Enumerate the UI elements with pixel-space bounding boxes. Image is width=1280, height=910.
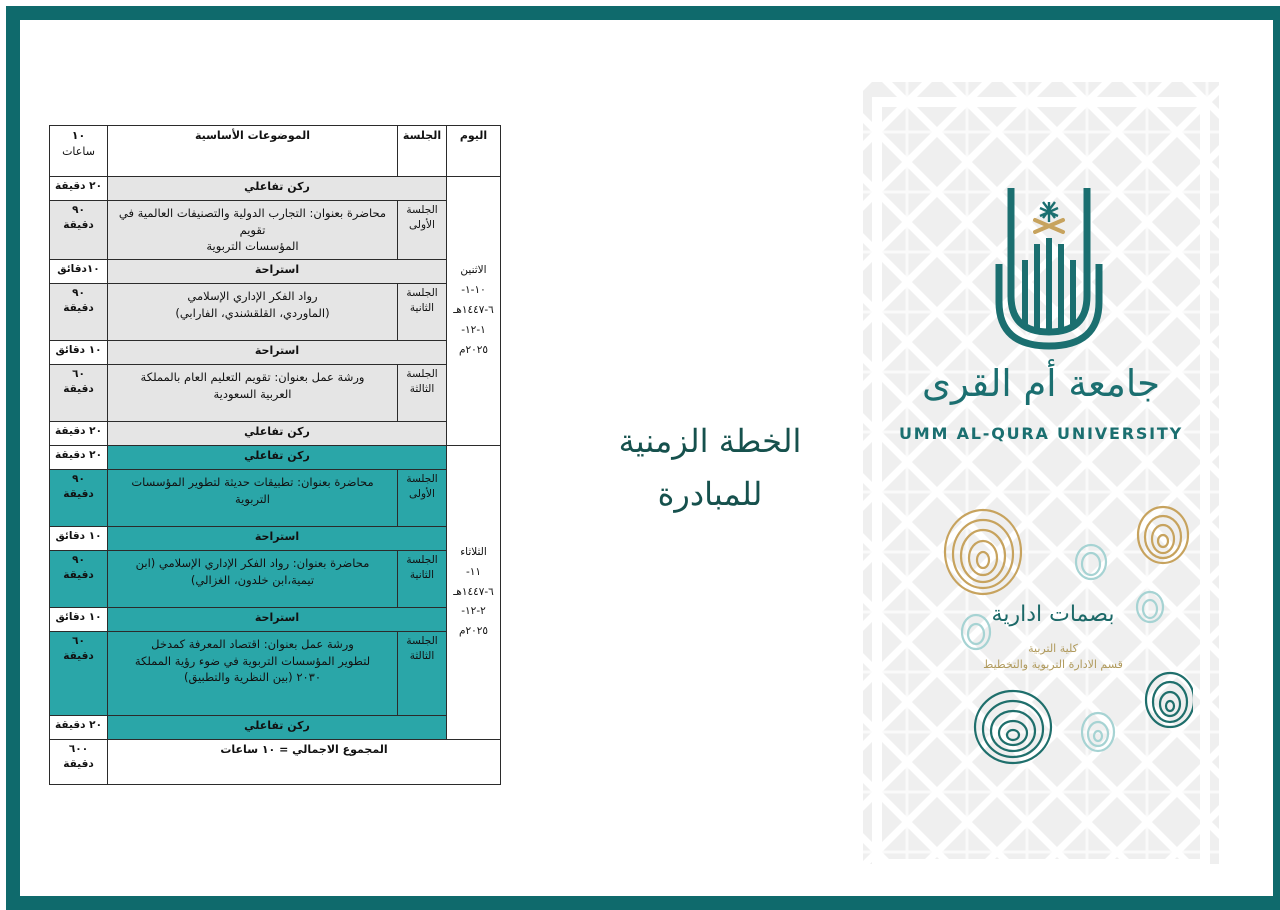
- header-topics: الموضوعات الأساسية: [108, 126, 398, 177]
- table-row: [50, 201, 501, 260]
- duration-cell: [50, 551, 108, 608]
- cell-line: الجلسة: [406, 204, 438, 216]
- day-cell: [447, 177, 501, 446]
- duration-cell: [50, 632, 108, 716]
- cell-line: الثانية: [409, 569, 435, 582]
- cell-line: دقيقة: [63, 650, 94, 663]
- session-cell: [398, 632, 447, 716]
- initiative-department: قسم الادارة التربوية والتخطيط: [983, 658, 1123, 671]
- cell-line: ٢٠٣٠ (بين النظرية والتطبيق): [183, 670, 322, 685]
- table-row: [50, 470, 501, 527]
- table-row: [50, 716, 501, 740]
- cell-line: لتطوير المؤسسات التربوية في ضوء رؤية المملكة: [134, 653, 371, 668]
- break-cell: ركن تفاعلي: [108, 716, 447, 740]
- cell-line: الثالثة: [409, 650, 435, 663]
- cell-line: ٩٠: [72, 287, 85, 300]
- duration-cell: [50, 470, 108, 527]
- duration-cell: ٢٠ دقيقة: [50, 422, 108, 446]
- cell-line: ٩٠: [72, 554, 85, 567]
- duration-cell: ١٠ دقائق: [50, 341, 108, 365]
- cell-line: ٢٠٢٥م: [458, 625, 489, 638]
- topic-cell: [108, 365, 398, 422]
- table-row: [50, 284, 501, 341]
- initiative-name: بصمات ادارية: [991, 602, 1115, 627]
- cell-line: الثلاثاء: [460, 545, 487, 558]
- session-cell: [398, 470, 447, 527]
- duration-cell: ١٠دقائق: [50, 260, 108, 284]
- university-panel: [863, 82, 1219, 864]
- header-duration-unit: ساعات: [62, 144, 95, 158]
- cell-line: الجلسة: [406, 554, 438, 567]
- break-cell: ركن تفاعلي: [108, 422, 447, 446]
- break-cell: استراحة: [108, 527, 447, 551]
- page-frame: [6, 6, 1280, 910]
- cell-line: محاضرة بعنوان: رواد الفكر الإداري الإسلامي (ابن: [135, 556, 370, 571]
- cell-line: العربية السعودية: [213, 386, 292, 401]
- session-cell: [398, 365, 447, 422]
- table-row: [50, 365, 501, 422]
- topic-cell: [108, 284, 398, 341]
- header-day: اليوم: [447, 126, 501, 177]
- cell-line: الأولى: [409, 219, 435, 232]
- break-cell: استراحة: [108, 260, 447, 284]
- cell-line: الجلسة: [406, 287, 438, 300]
- topic-cell: [108, 470, 398, 527]
- cell-line: دقيقة: [63, 488, 94, 501]
- cell-line: ١١-: [465, 565, 482, 578]
- duration-cell: [50, 365, 108, 422]
- total-label: المجموع الاجمالي = ١٠ ساعات: [108, 740, 501, 785]
- duration-cell: ١٠ دقائق: [50, 527, 108, 551]
- break-cell: ركن تفاعلي: [108, 177, 447, 201]
- cell-line: (الماوردي، القلقشندي، الفارابي): [175, 305, 330, 320]
- cell-line: ٦٠٠: [68, 743, 89, 756]
- header-session: الجلسة: [398, 126, 447, 177]
- duration-cell: ٢٠ دقيقة: [50, 177, 108, 201]
- header-duration-value: ١٠: [71, 129, 86, 142]
- title-line-1: الخطة الزمنية: [618, 422, 802, 460]
- duration-cell: [50, 201, 108, 260]
- table-row: [50, 341, 501, 365]
- table-row: [50, 260, 501, 284]
- session-cell: [398, 284, 447, 341]
- cell-line: التربوية: [234, 491, 271, 506]
- schedule-table: [49, 125, 501, 785]
- break-cell: استراحة: [108, 608, 447, 632]
- break-cell: استراحة: [108, 341, 447, 365]
- cell-line: دقيقة: [63, 383, 94, 396]
- cell-line: الجلسة: [406, 368, 438, 381]
- cell-line: ٦٠: [72, 635, 85, 648]
- cell-line: محاضرة بعنوان: التجارب الدولية والتصنيفات العالمية في تقويم: [118, 206, 387, 237]
- table-row: [50, 551, 501, 608]
- cell-line: ٩٠: [72, 204, 85, 216]
- cell-line: ٦-١٤٤٧هـ: [453, 585, 494, 598]
- duration-cell: ٢٠ دقيقة: [50, 446, 108, 470]
- cell-line: تيمية،ابن خلدون، الغزالي): [190, 572, 315, 587]
- university-name-ar: جامعة أم القرى: [921, 362, 1160, 405]
- university-logo-icon: [991, 184, 1107, 354]
- university-name-en: UMM AL-QURA UNIVERSITY: [898, 424, 1184, 443]
- cell-line: ٦-١٤٤٧هـ: [453, 304, 494, 317]
- cell-line: الجلسة: [406, 635, 438, 648]
- cell-line: الاثنين: [460, 264, 487, 277]
- cell-line: ١٠-١-: [461, 284, 486, 297]
- table-row: [50, 177, 501, 201]
- cell-line: دقيقة: [63, 758, 94, 771]
- total-duration: [50, 740, 108, 785]
- topic-cell: [108, 551, 398, 608]
- header-duration: [50, 126, 108, 177]
- cell-line: الجلسة: [406, 473, 438, 486]
- cell-line: المؤسسات التربوية: [206, 239, 299, 254]
- cell-line: ٦٠: [72, 368, 85, 381]
- cell-line: ٢٠٢٥م: [458, 343, 489, 356]
- table-row: [50, 632, 501, 716]
- initiative-college: كلية التربية: [1028, 642, 1078, 655]
- break-cell: ركن تفاعلي: [108, 446, 447, 470]
- cell-line: ٢-١٢-: [461, 605, 486, 618]
- cell-line: دقيقة: [63, 302, 94, 315]
- cell-line: ورشة عمل بعنوان: تقويم التعليم العام بالمملكة: [140, 370, 365, 385]
- cell-line: دقيقة: [63, 569, 94, 582]
- session-cell: [398, 551, 447, 608]
- table-row: [50, 422, 501, 446]
- cell-line: الثالثة: [409, 383, 435, 396]
- duration-cell: ١٠ دقائق: [50, 608, 108, 632]
- fingerprints-illustration: [933, 502, 1193, 772]
- table-row: [50, 527, 501, 551]
- title-line-2: للمبادرة: [657, 474, 763, 513]
- table-row: [50, 446, 501, 470]
- total-row: [50, 740, 501, 785]
- table-row: [50, 608, 501, 632]
- topic-cell: [108, 201, 398, 260]
- cell-line: دقيقة: [63, 219, 94, 232]
- duration-cell: [50, 284, 108, 341]
- duration-cell: ٢٠ دقيقة: [50, 716, 108, 740]
- day-cell: [447, 446, 501, 740]
- cell-line: ١-١٢-: [461, 323, 486, 336]
- cell-line: ٩٠: [72, 473, 85, 486]
- topic-cell: [108, 632, 398, 716]
- table-header-row: [50, 126, 501, 177]
- session-cell: [398, 201, 447, 260]
- cell-line: ورشة عمل بعنوان: اقتصاد المعرفة كمدخل: [151, 637, 354, 652]
- cell-line: الثانية: [409, 302, 435, 315]
- page-title: [565, 415, 855, 521]
- cell-line: رواد الفكر الإداري الإسلامي: [187, 289, 318, 304]
- cell-line: محاضرة بعنوان: تطبيقات حديثة لتطوير المؤسسات: [131, 475, 374, 490]
- cell-line: الأولى: [409, 488, 435, 501]
